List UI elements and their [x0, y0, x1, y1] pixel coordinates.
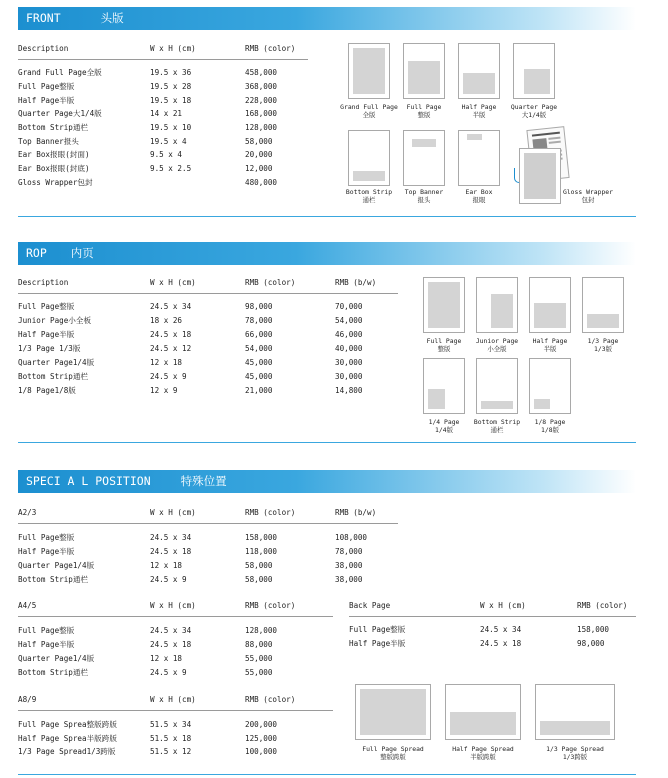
back-header-color: RMB (color) [577, 601, 628, 610]
front-title-en: FRONT [26, 11, 61, 25]
table-row-size: 51.5 x 18 [150, 734, 192, 743]
special-title-cn: 特殊位置 [180, 474, 227, 488]
thumb-caption: Gloss Wrapper 包封 [562, 188, 614, 204]
table-row-desc: Full Page整版 [349, 625, 406, 634]
table-row-size: 19.5 x 28 [150, 82, 192, 91]
table-row-size: 12 x 9 [150, 386, 178, 395]
table-row-price: 55,000 [245, 654, 273, 663]
table-row-desc: Bottom Strip通栏 [18, 575, 89, 584]
thumb-caption: Half Page Spread 半版跨版 [452, 745, 514, 761]
a89-header-divider [18, 710, 333, 711]
table-row-desc: Bottom Strip通栏 [18, 123, 89, 132]
thumb-quarter-page [423, 358, 465, 414]
table-row-desc: Gloss Wrapper包封 [18, 178, 93, 187]
table-row-price-color: 66,000 [245, 330, 273, 339]
front-header-divider [18, 59, 308, 60]
table-row-price: 200,000 [245, 720, 278, 729]
table-row-desc: Half Page半版 [18, 96, 75, 105]
table-row-size: 24.5 x 12 [150, 344, 192, 353]
thumb-caption: Bottom Strip 通栏 [473, 418, 521, 434]
table-row-size: 24.5 x 34 [480, 625, 522, 634]
table-row-desc: Half Page半版 [18, 330, 75, 339]
table-row-size: 24.5 x 9 [150, 372, 187, 381]
table-row-size: 19.5 x 10 [150, 123, 192, 132]
table-row-price: 20,000 [245, 150, 273, 159]
a45-header-label: A4/5 [18, 601, 37, 610]
thumb-full-page-spread [355, 684, 431, 740]
table-row-price: 158,000 [577, 625, 610, 634]
thumb-caption: Grand Full Page 全版 [340, 103, 398, 119]
rop-header-description: Description [18, 278, 69, 287]
thumb-full-page [423, 277, 465, 333]
table-row-size: 18 x 26 [150, 316, 183, 325]
a89-header-size: W x H (cm) [150, 695, 196, 704]
table-row-price: 98,000 [577, 639, 605, 648]
table-row-desc: 1/3 Page 1/3版 [18, 344, 81, 353]
table-row-size: 9.5 x 4 [150, 150, 183, 159]
thumb-caption: Ear Box 报眼 [465, 188, 493, 204]
table-row-price-bw: 54,000 [335, 316, 363, 325]
front-header-size: W x H (cm) [150, 44, 196, 53]
thumb-caption: 1/8 Page 1/8版 [534, 418, 566, 434]
table-row-desc: Half Page半版 [18, 640, 75, 649]
rop-header-bw: RMB (b/w) [335, 278, 377, 287]
table-row-desc: Half Page半版 [18, 547, 75, 556]
section-divider [18, 216, 636, 217]
rop-title-en: ROP [26, 246, 47, 260]
thumb-half-page [529, 277, 571, 333]
thumb-caption: Bottom Strip 通栏 [345, 188, 393, 204]
thumb-caption: Full Page Spread 整版跨版 [362, 745, 424, 761]
a45-header-color: RMB (color) [245, 601, 296, 610]
table-row-desc: Full Page整版 [18, 302, 75, 311]
back-header-divider [349, 616, 636, 617]
thumb-one-third-page [582, 277, 624, 333]
thumb-one-third-page-spread [535, 684, 615, 740]
table-row-size: 24.5 x 34 [150, 533, 192, 542]
thumb-caption: 1/3 Page 1/3版 [587, 337, 619, 353]
table-row-size: 24.5 x 18 [480, 639, 522, 648]
table-row-size: 12 x 18 [150, 358, 183, 367]
table-row-size: 51.5 x 34 [150, 720, 192, 729]
table-row-price: 228,000 [245, 96, 278, 105]
a89-header-label: A8/9 [18, 695, 37, 704]
table-row-desc: Quarter Page1/4版 [18, 358, 95, 367]
a89-header-color: RMB (color) [245, 695, 296, 704]
thumb-caption: Junior Page 小全版 [475, 337, 519, 353]
table-row-desc: Half Page Sprea半版跨版 [18, 734, 117, 743]
thumb-quarter-page [513, 43, 555, 99]
table-row-size: 12 x 18 [150, 561, 183, 570]
thumb-caption: Full Page 整版 [406, 103, 442, 119]
table-row-desc: Full Page整版 [18, 533, 75, 542]
table-row-price-bw: 108,000 [335, 533, 368, 542]
table-row-desc: Quarter Page大1/4版 [18, 109, 102, 118]
table-row-price-bw: 30,000 [335, 372, 363, 381]
table-row-price-color: 118,000 [245, 547, 278, 556]
thumb-caption: Top Banner 报头 [404, 188, 444, 204]
thumb-top-banner [403, 130, 445, 186]
front-section-header [18, 7, 636, 30]
table-row-price-bw: 30,000 [335, 358, 363, 367]
thumb-half-page-spread [445, 684, 521, 740]
table-row-price: 55,000 [245, 668, 273, 677]
table-row-price: 480,000 [245, 178, 278, 187]
thumb-half-page [458, 43, 500, 99]
table-row-size: 24.5 x 18 [150, 330, 192, 339]
rop-header-divider [18, 293, 398, 294]
table-row-size: 51.5 x 12 [150, 747, 192, 756]
table-row-size: 24.5 x 9 [150, 668, 187, 677]
table-row-desc: Ear Box报眼(封面) [18, 150, 90, 159]
table-row-price: 128,000 [245, 626, 278, 635]
table-row-desc: Quarter Page1/4版 [18, 561, 95, 570]
table-row-price-color: 45,000 [245, 372, 273, 381]
back-header-label: Back Page [349, 601, 391, 610]
table-row-size: 24.5 x 18 [150, 547, 192, 556]
table-row-price-bw: 14,800 [335, 386, 363, 395]
thumb-caption: Quarter Page 大1/4版 [510, 103, 558, 119]
table-row-desc: Junior Page小全板 [18, 316, 92, 325]
a23-header-divider [18, 523, 398, 524]
table-row-desc: Full Page Sprea整版跨版 [18, 720, 117, 729]
rop-header-size: W x H (cm) [150, 278, 196, 287]
thumb-full-page [403, 43, 445, 99]
table-row-size: 24.5 x 34 [150, 302, 192, 311]
table-row-desc: Full Page整版 [18, 82, 75, 91]
table-row-desc: 1/3 Page Spread1/3跨版 [18, 747, 116, 756]
a23-header-size: W x H (cm) [150, 508, 196, 517]
special-title-en: SPECI A L POSITION [26, 474, 151, 488]
a23-header-label: A2/3 [18, 508, 37, 517]
thumb-caption: 1/3 Page Spread 1/3跨版 [546, 745, 604, 761]
table-row-size: 24.5 x 18 [150, 640, 192, 649]
table-row-size: 19.5 x 4 [150, 137, 187, 146]
table-row-price-color: 158,000 [245, 533, 278, 542]
a23-header-bw: RMB (b/w) [335, 508, 377, 517]
thumb-ear-box [458, 130, 500, 186]
table-row-desc: Ear Box报眼(封底) [18, 164, 90, 173]
thumb-caption: Half Page 半版 [532, 337, 568, 353]
table-row-desc: Half Page半版 [349, 639, 406, 648]
table-row-price-bw: 38,000 [335, 561, 363, 570]
table-row-price-color: 58,000 [245, 575, 273, 584]
special-section-header [18, 470, 636, 493]
thumb-caption: Half Page 半版 [461, 103, 497, 119]
table-row-size: 24.5 x 9 [150, 575, 187, 584]
table-row-size: 19.5 x 36 [150, 68, 192, 77]
a45-header-divider [18, 616, 333, 617]
table-row-price-bw: 38,000 [335, 575, 363, 584]
section-divider [18, 442, 636, 443]
gloss-wrapper-sheet [519, 148, 561, 204]
thumb-grand-full-page [348, 43, 390, 99]
front-header-description: Description [18, 44, 69, 53]
table-row-price-color: 21,000 [245, 386, 273, 395]
thumb-junior-page [476, 277, 518, 333]
table-row-size: 19.5 x 18 [150, 96, 192, 105]
section-divider [18, 774, 636, 775]
table-row-price: 88,000 [245, 640, 273, 649]
table-row-price-bw: 70,000 [335, 302, 363, 311]
table-row-price-color: 54,000 [245, 344, 273, 353]
wrap-arrow-icon [514, 168, 519, 183]
back-header-size: W x H (cm) [480, 601, 526, 610]
front-title-cn: 头版 [100, 11, 124, 25]
table-row-price: 368,000 [245, 82, 278, 91]
table-row-size: 12 x 18 [150, 654, 183, 663]
a45-header-size: W x H (cm) [150, 601, 196, 610]
table-row-price-color: 78,000 [245, 316, 273, 325]
table-row-desc: Top Banner报头 [18, 137, 79, 146]
rop-section-header [18, 242, 636, 265]
table-row-price: 125,000 [245, 734, 278, 743]
thumb-one-eighth-page [529, 358, 571, 414]
thumb-caption: 1/4 Page 1/4版 [428, 418, 460, 434]
thumb-bottom-strip [348, 130, 390, 186]
table-row-desc: Quarter Page1/4版 [18, 654, 95, 663]
table-row-price-color: 98,000 [245, 302, 273, 311]
table-row-price: 100,000 [245, 747, 278, 756]
table-row-price: 168,000 [245, 109, 278, 118]
rop-title-cn: 内页 [70, 246, 94, 260]
table-row-desc: Bottom Strip通栏 [18, 668, 89, 677]
front-header-color: RMB (color) [245, 44, 296, 53]
table-row-desc: Full Page整版 [18, 626, 75, 635]
rop-header-color: RMB (color) [245, 278, 296, 287]
table-row-price-bw: 40,000 [335, 344, 363, 353]
table-row-price: 128,000 [245, 123, 278, 132]
table-row-size: 24.5 x 34 [150, 626, 192, 635]
a23-header-color: RMB (color) [245, 508, 296, 517]
table-row-desc: Bottom Strip通栏 [18, 372, 89, 381]
table-row-price-color: 58,000 [245, 561, 273, 570]
table-row-size: 9.5 x 2.5 [150, 164, 192, 173]
table-row-size: 14 x 21 [150, 109, 183, 118]
table-row-price: 458,000 [245, 68, 278, 77]
table-row-price: 58,000 [245, 137, 273, 146]
thumb-caption: Full Page 整版 [426, 337, 462, 353]
thumb-bottom-strip [476, 358, 518, 414]
table-row-price-bw: 46,000 [335, 330, 363, 339]
table-row-price-color: 45,000 [245, 358, 273, 367]
table-row-price-bw: 78,000 [335, 547, 363, 556]
table-row-price: 12,000 [245, 164, 273, 173]
table-row-desc: Grand Full Page全版 [18, 68, 102, 77]
table-row-desc: 1/8 Page1/8版 [18, 386, 76, 395]
